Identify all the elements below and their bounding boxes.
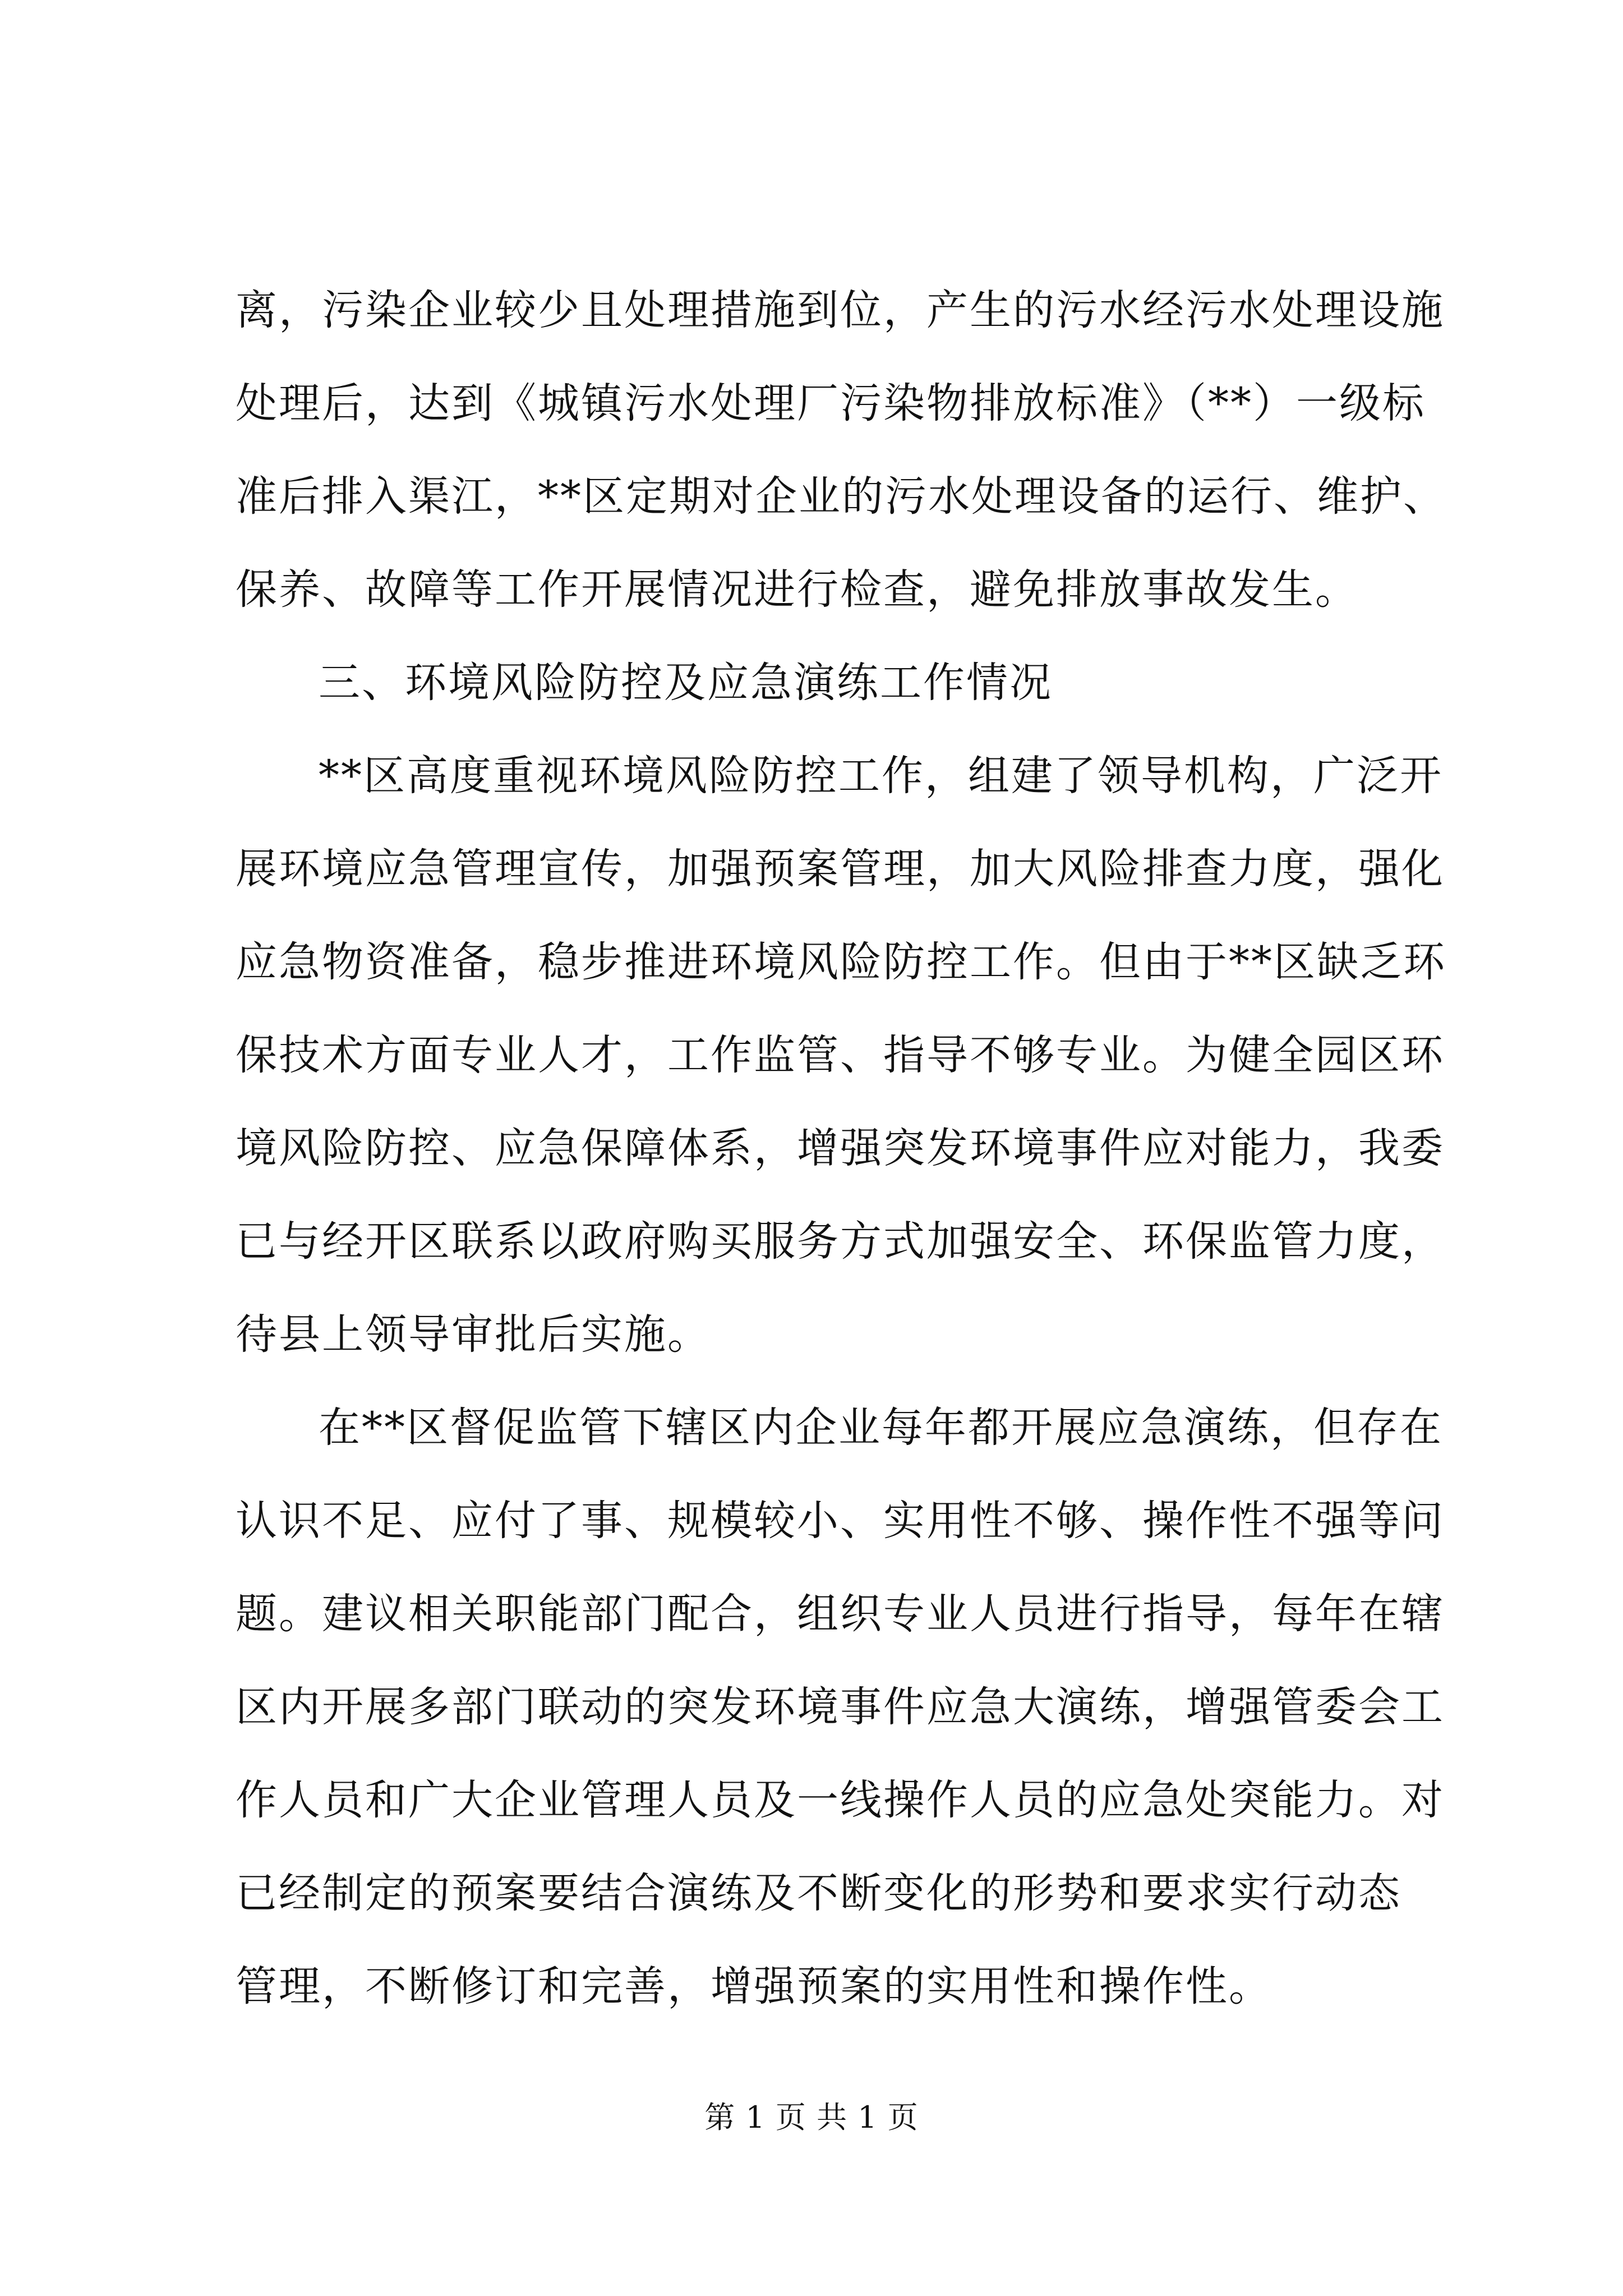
- text-line: 三、环境风险防控及应急演练工作情况: [319, 659, 1053, 707]
- text-line: 处理后，达到《城镇污水处理厂污染物排放标准》（**）一级标: [236, 379, 1426, 427]
- text-line: 作人员和广大企业管理人员及一线操作人员的应急处突能力。对: [236, 1776, 1445, 1824]
- text-line: 境风险防控、应急保障体系，增强突发环境事件应对能力，我委: [236, 1124, 1445, 1172]
- text-line: 认识不足、应付了事、规模较小、实用性不够、操作性不强等问: [236, 1497, 1445, 1545]
- text-line: 已与经开区联系以政府购买服务方式加强安全、环保监管力度，: [236, 1217, 1445, 1266]
- text-line: 已经制定的预案要结合演练及不断变化的形势和要求实行动态: [236, 1869, 1401, 1917]
- page-footer: 第 1 页 共 1 页: [704, 2100, 919, 2135]
- text-line: 应急物资准备，稳步推进环境风险防控工作。但由于**区缺乏环: [236, 938, 1446, 986]
- text-line: 保技术方面专业人才，工作监管、指导不够专业。为健全园区环: [236, 1031, 1445, 1079]
- text-line: **区高度重视环境风险防控工作，组建了领导机构，广泛开: [319, 752, 1443, 800]
- text-line: 展环境应急管理宣传，加强预案管理，加大风险排查力度，强化: [236, 845, 1445, 893]
- text-line: 待县上领导审批后实施。: [236, 1310, 711, 1359]
- text-line: 离，污染企业较少且处理措施到位，产生的污水经污水处理设施: [236, 286, 1445, 334]
- text-line: 管理，不断修订和完善，增强预案的实用性和操作性。: [236, 1962, 1272, 2010]
- text-line: 保养、故障等工作开展情况进行检查，避免排放事故发生。: [236, 565, 1358, 614]
- text-line: 在**区督促监管下辖区内企业每年都开展应急演练，但存在: [319, 1404, 1443, 1452]
- document-body: [236, 264, 1446, 2033]
- text-line: 题。建议相关职能部门配合，组织专业人员进行指导，每年在辖: [236, 1590, 1445, 1638]
- text-line: 准后排入渠江，**区定期对企业的污水处理设备的运行、维护、: [236, 472, 1446, 521]
- text-line: 区内开展多部门联动的突发环境事件应急大演练，增强管委会工: [236, 1683, 1445, 1731]
